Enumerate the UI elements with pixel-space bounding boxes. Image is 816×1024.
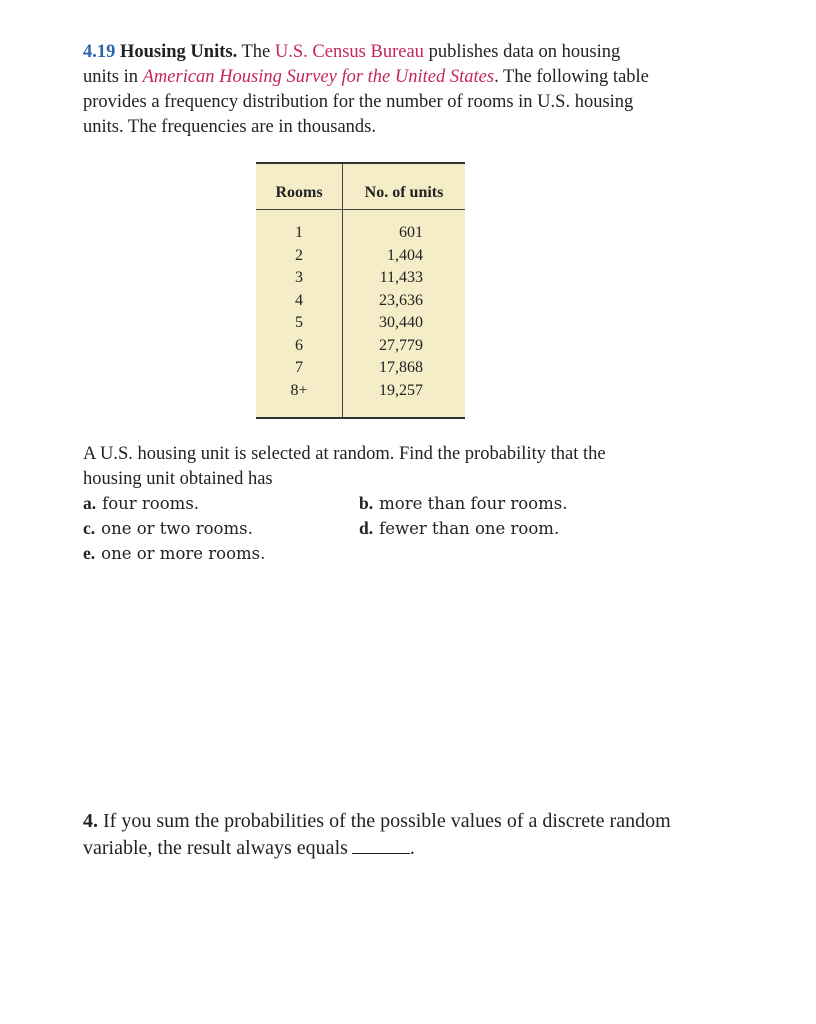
rooms-column bbox=[256, 222, 342, 402]
part-b bbox=[359, 493, 567, 514]
part-d bbox=[359, 518, 559, 539]
part-e-label: e. bbox=[83, 543, 96, 563]
problem-text-3: . The following table provides a frequency distribution for the number of rooms in U.S. housing units. The frequencies are in thousands. bbox=[83, 67, 649, 137]
units-column bbox=[343, 222, 423, 402]
answer-blank[interactable] bbox=[352, 837, 410, 854]
table-cell-rooms: 4 bbox=[295, 291, 303, 309]
problem-statement bbox=[83, 40, 653, 140]
table-cell-rooms: 5 bbox=[295, 314, 303, 331]
question-prompt: A U.S. housing unit is selected at random. Find the probability that the housing unit obtained has bbox=[83, 444, 606, 489]
table-cell-rooms: 3 bbox=[295, 269, 303, 286]
problem-text-1: The bbox=[237, 42, 275, 62]
part-c-text: one or two rooms. bbox=[101, 519, 253, 538]
review-question-number: 4. bbox=[83, 810, 98, 832]
part-a-label: a. bbox=[83, 493, 97, 513]
review-question bbox=[83, 808, 703, 862]
table-header-units: No. of units bbox=[364, 184, 444, 201]
problem-title: Housing Units. bbox=[120, 42, 238, 62]
table-cell-rooms: 6 bbox=[295, 336, 303, 354]
table-cell-units: 23,636 bbox=[379, 291, 423, 309]
table-cell-rooms: 2 bbox=[295, 246, 303, 264]
frequency-table bbox=[256, 162, 465, 419]
table-cell-rooms: 1 bbox=[295, 224, 303, 241]
review-question-text: If you sum the probabilities of the possible values of a discrete random variable, the result always equals bbox=[83, 810, 671, 859]
part-b-label: b. bbox=[359, 493, 374, 513]
table-cell-rooms: 8+ bbox=[290, 381, 308, 399]
part-e-text: one or more rooms. bbox=[101, 544, 266, 563]
table-cell-units: 30,440 bbox=[379, 314, 423, 331]
table-header-rule bbox=[256, 209, 465, 210]
publication-title: American Housing Survey for the United States bbox=[142, 67, 495, 87]
part-c-label: c. bbox=[83, 518, 96, 538]
table-cell-rooms: 7 bbox=[295, 359, 303, 376]
table-cell-units: 17,868 bbox=[379, 359, 423, 376]
table-cell-units: 1,404 bbox=[387, 246, 423, 264]
problem-text-2: publishes data on housing units in bbox=[83, 42, 621, 87]
source-org-link: U.S. Census Bureau bbox=[274, 42, 424, 62]
table-header-rooms: Rooms bbox=[275, 184, 323, 201]
table-cell-units: 11,433 bbox=[379, 269, 423, 286]
part-a bbox=[83, 493, 199, 514]
part-c bbox=[83, 518, 253, 539]
part-e bbox=[83, 543, 265, 564]
part-a-text: four rooms. bbox=[102, 494, 200, 513]
part-d-label: d. bbox=[359, 518, 374, 538]
review-question-end: . bbox=[409, 837, 415, 859]
problem-number: 4.19 bbox=[83, 42, 116, 62]
table-cell-units: 601 bbox=[399, 224, 423, 241]
part-d-text: fewer than one room. bbox=[379, 519, 560, 538]
table-cell-units: 27,779 bbox=[379, 336, 423, 354]
table-cell-units: 19,257 bbox=[379, 381, 423, 399]
part-b-text: more than four rooms. bbox=[379, 494, 568, 513]
